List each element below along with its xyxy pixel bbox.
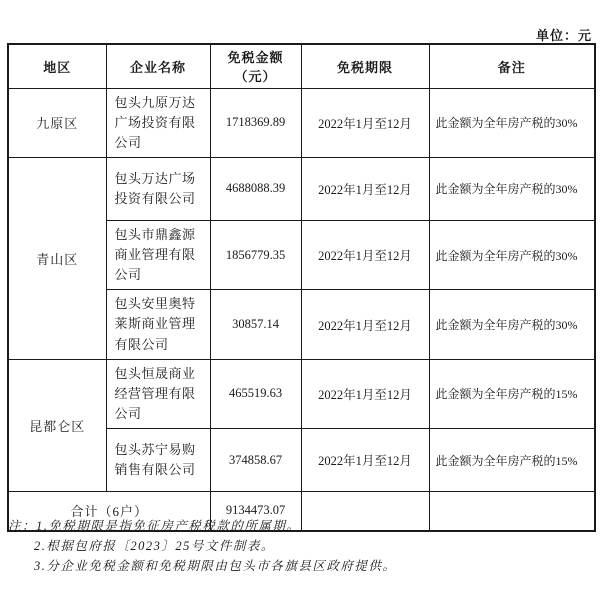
- company-cell: 包头苏宁易购销售有限公司: [106, 429, 210, 492]
- region-cell: 青山区: [8, 157, 106, 359]
- table-row: [8, 88, 595, 157]
- total-note-cell: [429, 492, 595, 531]
- tax-exemption-table: [7, 43, 596, 532]
- table-row: [8, 359, 595, 428]
- amount-cell: 30857.14: [210, 290, 301, 359]
- period-cell: 2022年1月至12月: [301, 429, 429, 492]
- unit-label: 单位：元: [535, 28, 592, 43]
- company-cell: 包头九原万达广场投资有限公司: [106, 88, 210, 157]
- company-cell: 包头恒晟商业经营管理有限公司: [106, 359, 210, 428]
- header-region: 地区: [8, 44, 106, 88]
- header-company: 企业名称: [106, 44, 210, 88]
- header-note: 备注: [429, 44, 595, 88]
- period-cell: 2022年1月至12月: [301, 88, 429, 157]
- header-amount: 免税金额（元）: [210, 44, 301, 88]
- amount-cell: 465519.63: [210, 359, 301, 428]
- company-cell: 包头市鼎鑫源商业管理有限公司: [106, 220, 210, 289]
- company-cell: 包头安里奥特莱斯商业管理有限公司: [106, 290, 210, 359]
- note-cell: 此金额为全年房产税的15%: [429, 429, 595, 492]
- note-cell: 此金额为全年房产税的30%: [429, 88, 595, 157]
- table-header-row: [8, 44, 595, 88]
- amount-cell: 1856779.35: [210, 220, 301, 289]
- region-cell: 九原区: [8, 88, 106, 157]
- note-cell: 此金额为全年房产税的30%: [429, 290, 595, 359]
- region-cell: 昆都仑区: [8, 359, 106, 491]
- total-label-cell: 合计（6户）: [8, 492, 210, 531]
- note-cell: 此金额为全年房产税的30%: [429, 157, 595, 220]
- footnotes: [8, 516, 396, 576]
- footnote-line: 注：1.免税期限是指免征房产税税款的所属期。: [8, 519, 301, 533]
- total-amount-cell: 9134473.07: [210, 492, 301, 531]
- footnote-line: 2.根据包府报〔2023〕25号文件制表。: [34, 539, 275, 553]
- amount-cell: 1718369.89: [210, 88, 301, 157]
- header-period: 免税期限: [301, 44, 429, 88]
- company-cell: 包头万达广场投资有限公司: [106, 157, 210, 220]
- note-cell: 此金额为全年房产税的30%: [429, 220, 595, 289]
- period-cell: 2022年1月至12月: [301, 157, 429, 220]
- note-cell: 此金额为全年房产税的15%: [429, 359, 595, 428]
- amount-cell: 374858.67: [210, 429, 301, 492]
- table-row: [8, 157, 595, 220]
- amount-cell: 4688088.39: [210, 157, 301, 220]
- period-cell: 2022年1月至12月: [301, 220, 429, 289]
- period-cell: 2022年1月至12月: [301, 290, 429, 359]
- period-cell: 2022年1月至12月: [301, 359, 429, 428]
- footnote-line: 3.分企业免税金额和免税期限由包头市各旗县区政府提供。: [34, 559, 397, 573]
